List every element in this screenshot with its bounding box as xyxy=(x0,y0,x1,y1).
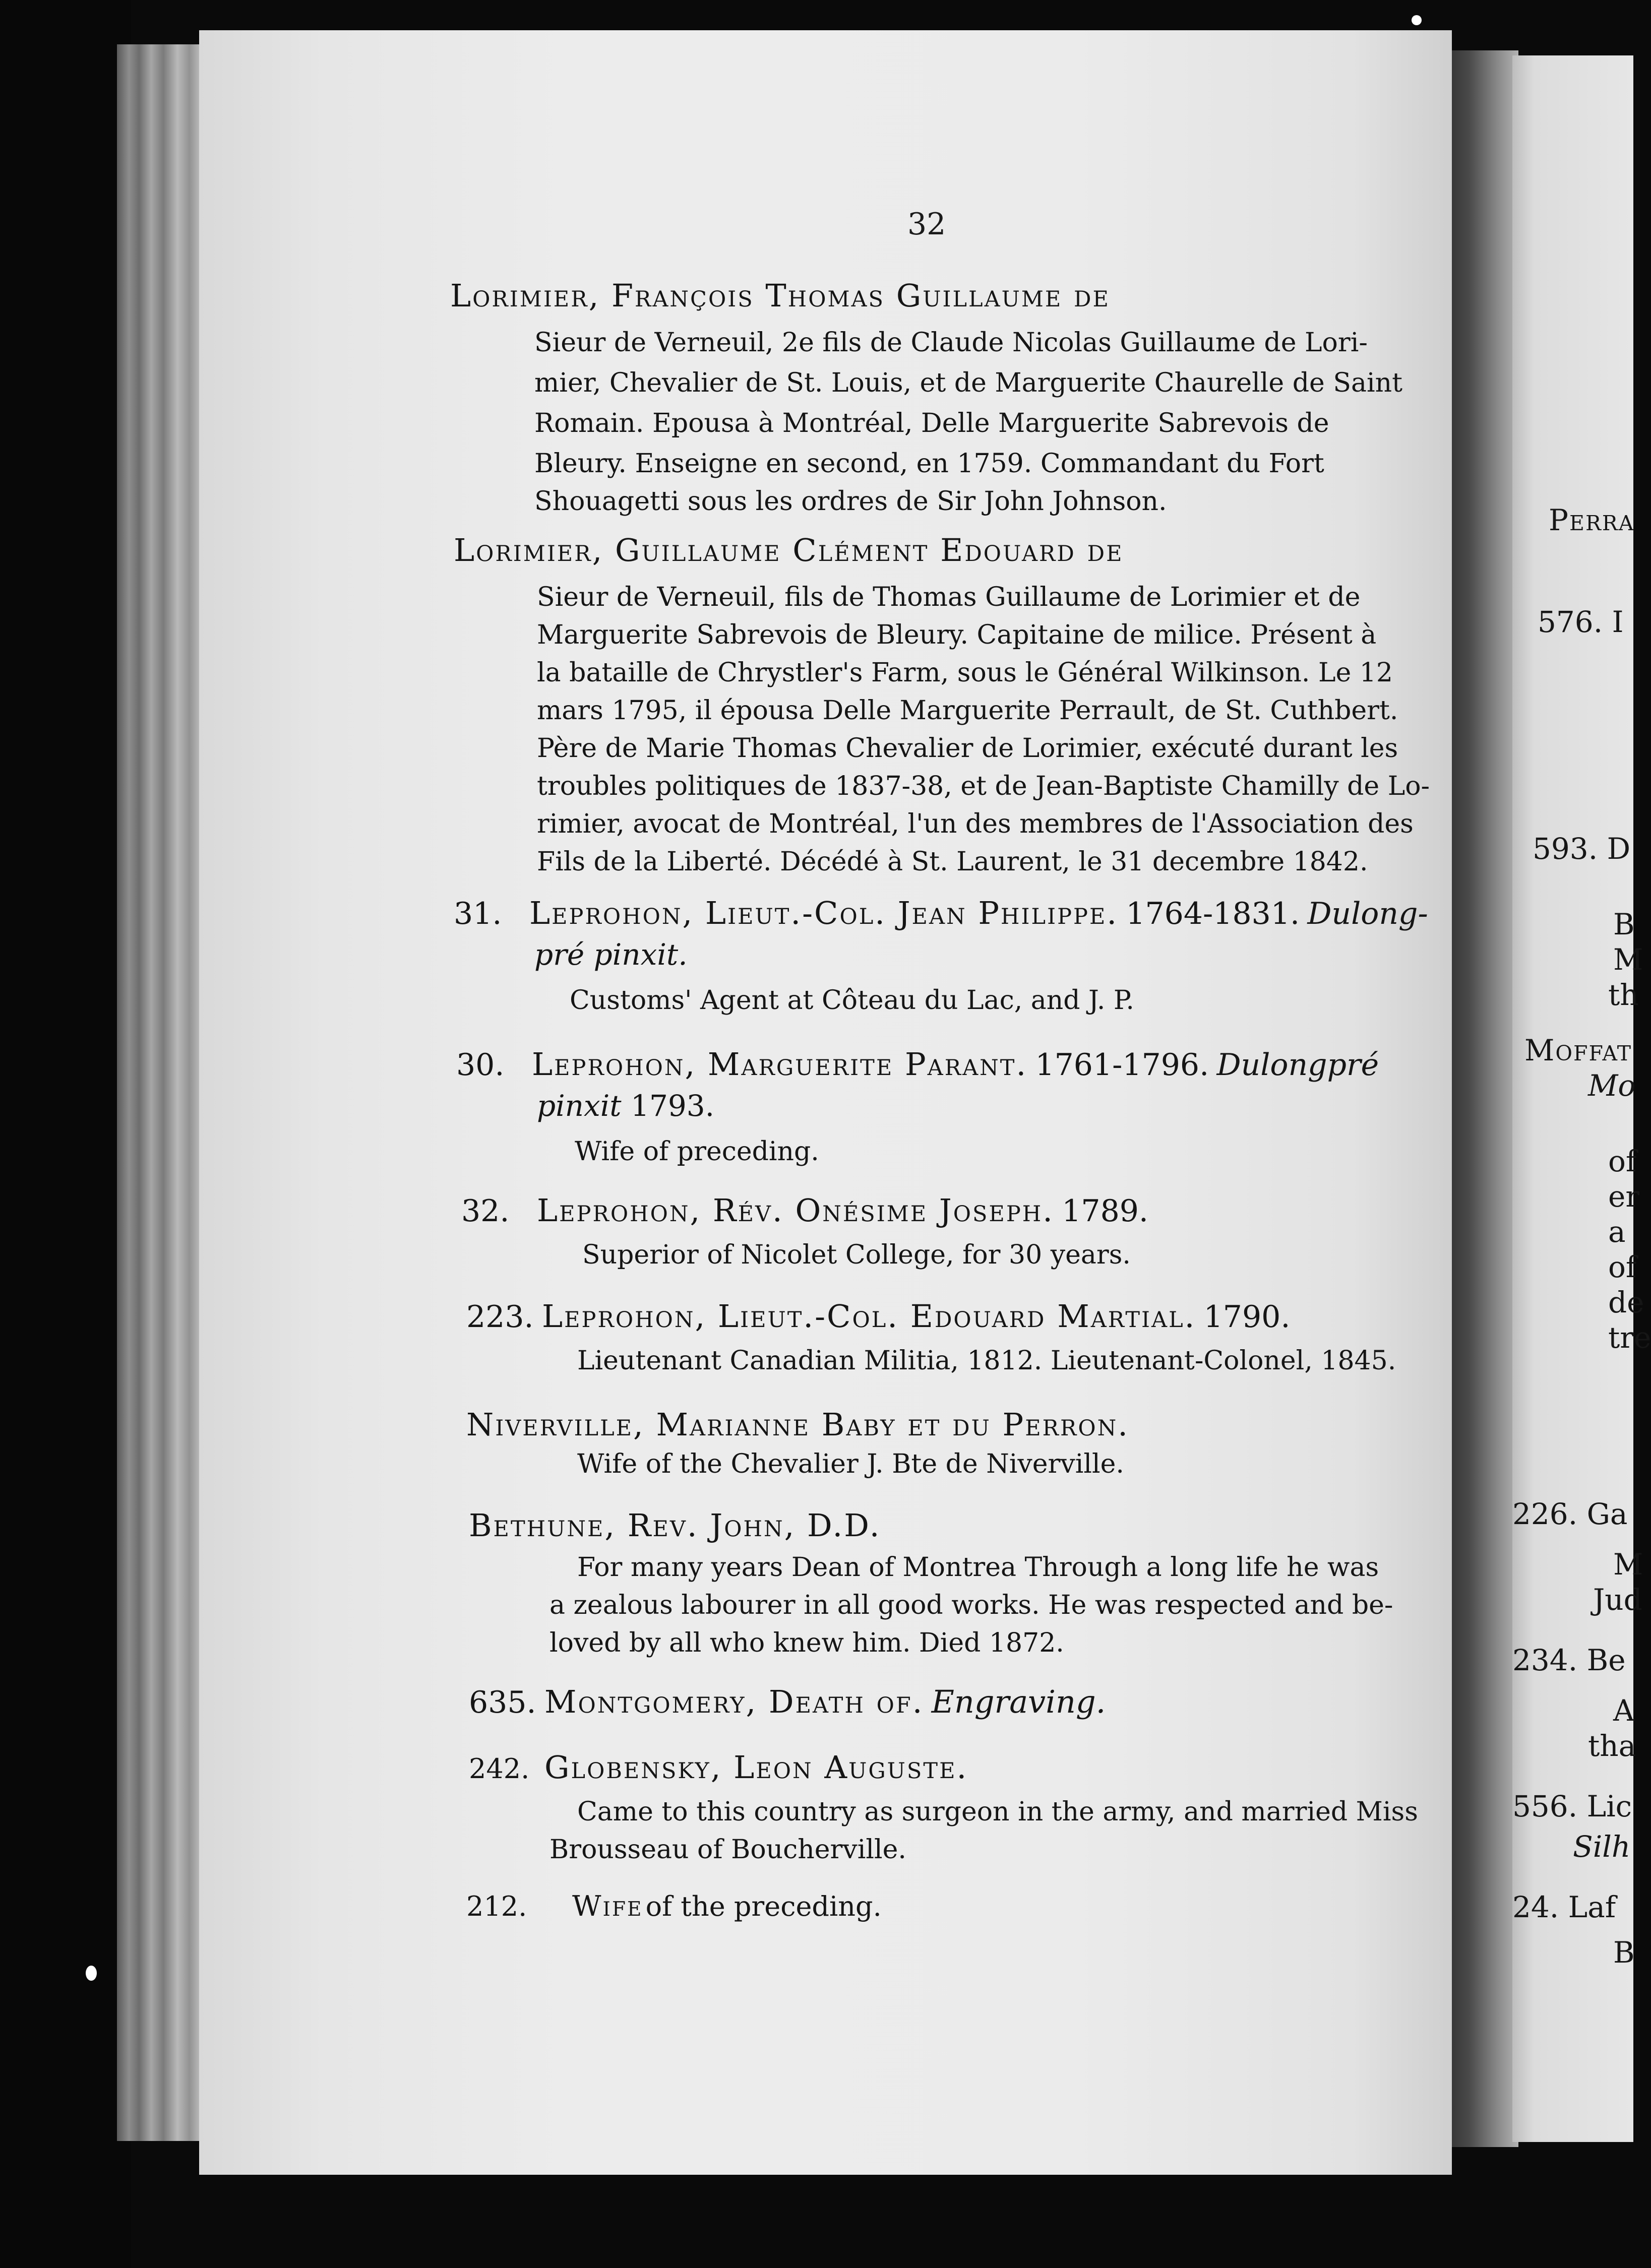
catalogue-number: 212. xyxy=(466,1891,527,1922)
facing-fragment: Mo xyxy=(1588,1068,1636,1103)
entry-line: Fils de la Liberté. Décédé à St. Laurent, le 31 decembre 1842. xyxy=(537,847,1368,877)
entry-artist: pinxit xyxy=(537,1089,622,1123)
facing-fragment: 24. Laf xyxy=(1512,1890,1616,1924)
catalogue-entry xyxy=(469,1683,1106,1720)
entry-heading: Globensky, Leon Auguste. xyxy=(544,1749,968,1786)
facing-fragment: Silh xyxy=(1573,1830,1631,1864)
entry-line: mars 1795, il épousa Delle Marguerite Perrault, de St. Cuthbert. xyxy=(537,696,1398,726)
facing-fragment: 226. Ga xyxy=(1512,1497,1628,1531)
facing-fragment: of xyxy=(1608,1144,1637,1178)
catalogue-entry xyxy=(469,1749,968,1786)
catalogue-number: 635. xyxy=(469,1685,536,1720)
entry-artist-line xyxy=(537,1089,714,1123)
catalogue-number: 242. xyxy=(469,1753,530,1785)
entry-line: a zealous labourer in all good works. He was respected and be- xyxy=(549,1590,1393,1620)
book-gutter xyxy=(1443,50,1518,2147)
facing-fragment: a xyxy=(1608,1215,1626,1249)
entry-line: For many years Dean of Montrea Through a long life he was xyxy=(577,1552,1379,1583)
facing-fragment: tre xyxy=(1608,1320,1651,1355)
entry-line: Came to this country as surgeon in the army, and married Miss xyxy=(577,1797,1418,1827)
facing-fragment: B xyxy=(1613,1935,1635,1970)
entry-heading: Leprohon, Rév. Onésime Joseph. xyxy=(537,1192,1054,1229)
catalogue-number: 30. xyxy=(456,1047,505,1083)
entry-dates: 1761-1796. xyxy=(1035,1047,1209,1083)
scan-speck xyxy=(86,1966,97,1981)
facing-page xyxy=(1512,55,1651,2142)
entry-artist-year: 1793. xyxy=(631,1089,715,1123)
entry-heading-rest: of the preceding. xyxy=(645,1891,882,1922)
entry-artist: Dulongpré xyxy=(1216,1047,1379,1083)
facing-fragment: of xyxy=(1608,1250,1637,1284)
catalogue-entry xyxy=(466,1890,882,1923)
catalogue-entry xyxy=(456,1046,1379,1083)
facing-fragment: Moffat xyxy=(1524,1033,1632,1067)
entry-line: Brousseau of Boucherville. xyxy=(549,1835,906,1865)
entry-dates: 1764-1831. xyxy=(1126,896,1300,931)
entry-heading: Wife xyxy=(572,1890,643,1923)
entry-line: Sieur de Verneuil, 2e fils de Claude Nicolas Guillaume de Lori- xyxy=(534,328,1368,358)
facing-fragment: B xyxy=(1613,907,1635,941)
facing-fragment: M xyxy=(1613,1547,1643,1582)
catalogue-entry xyxy=(454,895,1428,931)
entry-heading: Bethune, Rev. John, D.D. xyxy=(469,1507,881,1544)
facing-fragment: Jud xyxy=(1593,1583,1642,1617)
page-number: 32 xyxy=(907,207,946,242)
facing-fragment: tha xyxy=(1588,1729,1636,1763)
catalogue-number: 223. xyxy=(466,1299,534,1335)
facing-fragment: 593. D xyxy=(1533,832,1631,866)
entry-artist: Engraving. xyxy=(931,1683,1106,1720)
entry-line: Shouagetti sous les ordres de Sir John Johnson. xyxy=(534,486,1167,517)
catalogue-number: 31. xyxy=(454,896,502,931)
scan-speck xyxy=(1412,15,1422,25)
facing-fragment: M xyxy=(1613,942,1643,977)
entry-heading: Lorimier, Guillaume Clément Edouard de xyxy=(454,532,1124,569)
entry-line: mier, Chevalier de St. Louis, et de Marguerite Chaurelle de Saint xyxy=(534,368,1402,398)
entry-heading: Lorimier, François Thomas Guillaume de xyxy=(450,277,1110,314)
entry-dates: 1790. xyxy=(1203,1299,1291,1335)
entry-description: Wife of the Chevalier J. Bte de Niverville. xyxy=(577,1449,1124,1479)
entry-description: Lieutenant Canadian Militia, 1812. Lieutenant-Colonel, 1845. xyxy=(577,1346,1396,1376)
entry-line: Sieur de Verneuil, fils de Thomas Guillaume de Lorimier et de xyxy=(537,582,1361,612)
entry-heading: Leprohon, Lieut.-Col. Edouard Martial. xyxy=(542,1298,1196,1335)
facing-fragment: 556. Lic xyxy=(1512,1789,1632,1823)
catalogue-entry xyxy=(461,1192,1148,1229)
catalogue-entry xyxy=(466,1298,1290,1335)
entry-artist: Dulong- xyxy=(1307,896,1428,931)
entry-dates: 1789. xyxy=(1062,1193,1149,1229)
entry-line: Bleury. Enseigne en second, en 1759. Commandant du Fort xyxy=(534,449,1324,479)
entry-line: rimier, avocat de Montréal, l'un des membres de l'Association des xyxy=(537,809,1414,839)
entry-heading: Niverville, Marianne Baby et du Perron. xyxy=(466,1406,1129,1443)
facing-fragment: A xyxy=(1613,1693,1634,1728)
entry-heading: Leprohon, Lieut.-Col. Jean Philippe. xyxy=(529,895,1119,931)
facing-fragment: 234. Be xyxy=(1512,1643,1626,1677)
facing-fragment: er xyxy=(1608,1179,1640,1214)
facing-fragment: de xyxy=(1608,1285,1644,1319)
entry-line: troubles politiques de 1837-38, et de Jean-Baptiste Chamilly de Lo- xyxy=(537,771,1430,801)
entry-description: Customs' Agent at Côteau du Lac, and J. P. xyxy=(570,985,1134,1016)
entry-artist: pré pinxit. xyxy=(534,937,688,972)
entry-line: la bataille de Chrystler's Farm, sous le Général Wilkinson. Le 12 xyxy=(537,658,1393,688)
entry-line: Romain. Epousa à Montréal, Delle Marguerite Sabrevois de xyxy=(534,408,1329,438)
scanner-background xyxy=(0,0,131,2268)
entry-heading: Leprohon, Marguerite Parant. xyxy=(532,1046,1028,1083)
entry-line: Marguerite Sabrevois de Bleury. Capitaine de milice. Présent à xyxy=(537,620,1377,650)
entry-description: Wife of preceding. xyxy=(575,1137,819,1167)
entry-line: loved by all who knew him. Died 1872. xyxy=(549,1628,1064,1658)
facing-fragment: 576. I xyxy=(1538,605,1624,639)
entry-description: Superior of Nicolet College, for 30 years. xyxy=(582,1240,1131,1270)
catalogue-number: 32. xyxy=(461,1193,510,1229)
facing-fragment: Perra xyxy=(1549,503,1635,537)
entry-heading: Montgomery, Death of. xyxy=(544,1683,924,1720)
facing-fragment: th xyxy=(1608,978,1639,1012)
entry-line: Père de Marie Thomas Chevalier de Lorimier, exécuté durant les xyxy=(537,733,1398,764)
